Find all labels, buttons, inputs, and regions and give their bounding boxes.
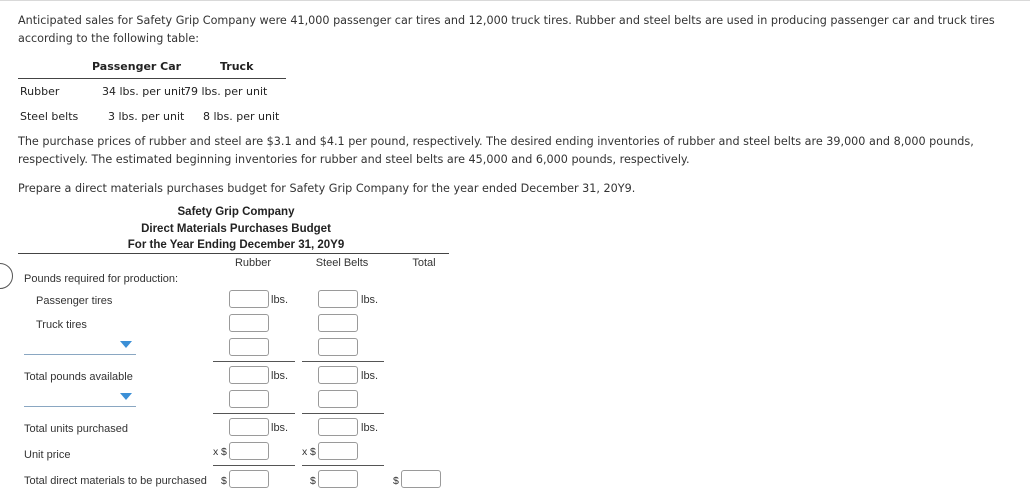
total-rule <box>213 465 295 466</box>
total-available-label: Total pounds available <box>24 371 133 383</box>
lbs-unit: lbs. <box>271 370 289 382</box>
rubber-price-input[interactable] <box>229 442 269 460</box>
chevron-down-icon <box>120 341 132 348</box>
times-symbol: x <box>213 446 219 458</box>
usage-cell: 3 lbs. per unit <box>108 110 185 123</box>
steel-add-input[interactable] <box>318 338 358 356</box>
top-divider <box>0 0 1030 1</box>
rubber-truck-input[interactable] <box>229 314 269 332</box>
truck-tires-label: Truck tires <box>36 319 87 331</box>
lbs-unit: lbs. <box>271 294 289 306</box>
total-cost-label: Total direct materials to be purchased <box>24 475 207 487</box>
lbs-unit: lbs. <box>361 422 379 434</box>
dollar-symbol: $ <box>221 475 227 487</box>
budget-title: Direct Materials Purchases Budget <box>141 223 331 235</box>
pounds-required-label: Pounds required for production: <box>24 273 179 285</box>
steel-less-input[interactable] <box>318 390 358 408</box>
instruction-text: Prepare a direct materials purchases budget for Safety Grip Company for the year ended December 31, 20Y9. <box>18 182 636 195</box>
total-rule <box>302 413 384 414</box>
lbs-unit: lbs. <box>361 294 379 306</box>
usage-cell: 79 lbs. per unit <box>184 85 268 98</box>
total-rule <box>213 361 295 362</box>
passenger-tires-label: Passenger tires <box>36 295 113 307</box>
budget-period: For the Year Ending December 31, 20Y9 <box>127 239 345 251</box>
usage-row-label: Steel belts <box>20 110 79 123</box>
times-symbol: x <box>302 446 308 458</box>
intro-text: Anticipated sales for Safety Grip Company were 41,000 passenger car tires and 12,000 truck tires. Rubber and steel belts are used in producing passenger car and truck tires according to the following table: <box>18 14 995 45</box>
dollar-symbol: $ <box>310 475 316 487</box>
steel-passenger-input[interactable] <box>318 290 358 308</box>
rubber-available-input[interactable] <box>229 366 269 384</box>
usage-header-passenger: Passenger Car <box>92 60 182 73</box>
rubber-add-input[interactable] <box>229 338 269 356</box>
usage-row-label: Rubber <box>20 85 60 98</box>
chevron-down-icon <box>120 393 132 400</box>
rubber-less-input[interactable] <box>229 390 269 408</box>
total-rule <box>302 361 384 362</box>
lbs-unit: lbs. <box>271 422 289 434</box>
dollar-symbol: $ <box>393 475 399 487</box>
adjustment-dropdown-2[interactable] <box>24 387 136 407</box>
column-rubber: Rubber <box>234 257 272 269</box>
dollar-symbol: $ <box>221 446 227 458</box>
usage-header-truck: Truck <box>220 60 254 73</box>
grand-total-input[interactable] <box>401 470 441 488</box>
usage-cell: 8 lbs. per unit <box>203 110 280 123</box>
total-rule <box>302 465 384 466</box>
rubber-passenger-input[interactable] <box>229 290 269 308</box>
total-rule <box>213 413 295 414</box>
column-total: Total <box>412 257 436 269</box>
steel-total-input[interactable] <box>318 470 358 488</box>
usage-cell: 34 lbs. per unit <box>102 85 186 98</box>
dollar-symbol: $ <box>310 446 316 458</box>
usage-table-rule <box>18 78 286 79</box>
steel-truck-input[interactable] <box>318 314 358 332</box>
question-marker-circle <box>0 263 13 289</box>
rubber-purchased-input[interactable] <box>229 418 269 436</box>
prices-text: The purchase prices of rubber and steel are $3.1 and $4.1 per pound, respectively. The desired ending inventories of rubber and steel belts are 39,000 and 8,000 pounds, respectively. The estimated beginning inventories for rubber and steel belts are 45,000 and 6,000 pounds, respectively. <box>18 135 974 166</box>
total-purchased-label: Total units purchased <box>24 423 128 435</box>
steel-available-input[interactable] <box>318 366 358 384</box>
budget-company: Safety Grip Company <box>177 206 295 218</box>
adjustment-dropdown-1[interactable] <box>24 335 136 355</box>
steel-purchased-input[interactable] <box>318 418 358 436</box>
unit-price-label: Unit price <box>24 449 71 461</box>
budget-header-rule <box>18 253 449 254</box>
rubber-total-input[interactable] <box>229 470 269 488</box>
column-steel-belts: Steel Belts <box>315 257 369 269</box>
lbs-unit: lbs. <box>361 370 379 382</box>
steel-price-input[interactable] <box>318 442 358 460</box>
